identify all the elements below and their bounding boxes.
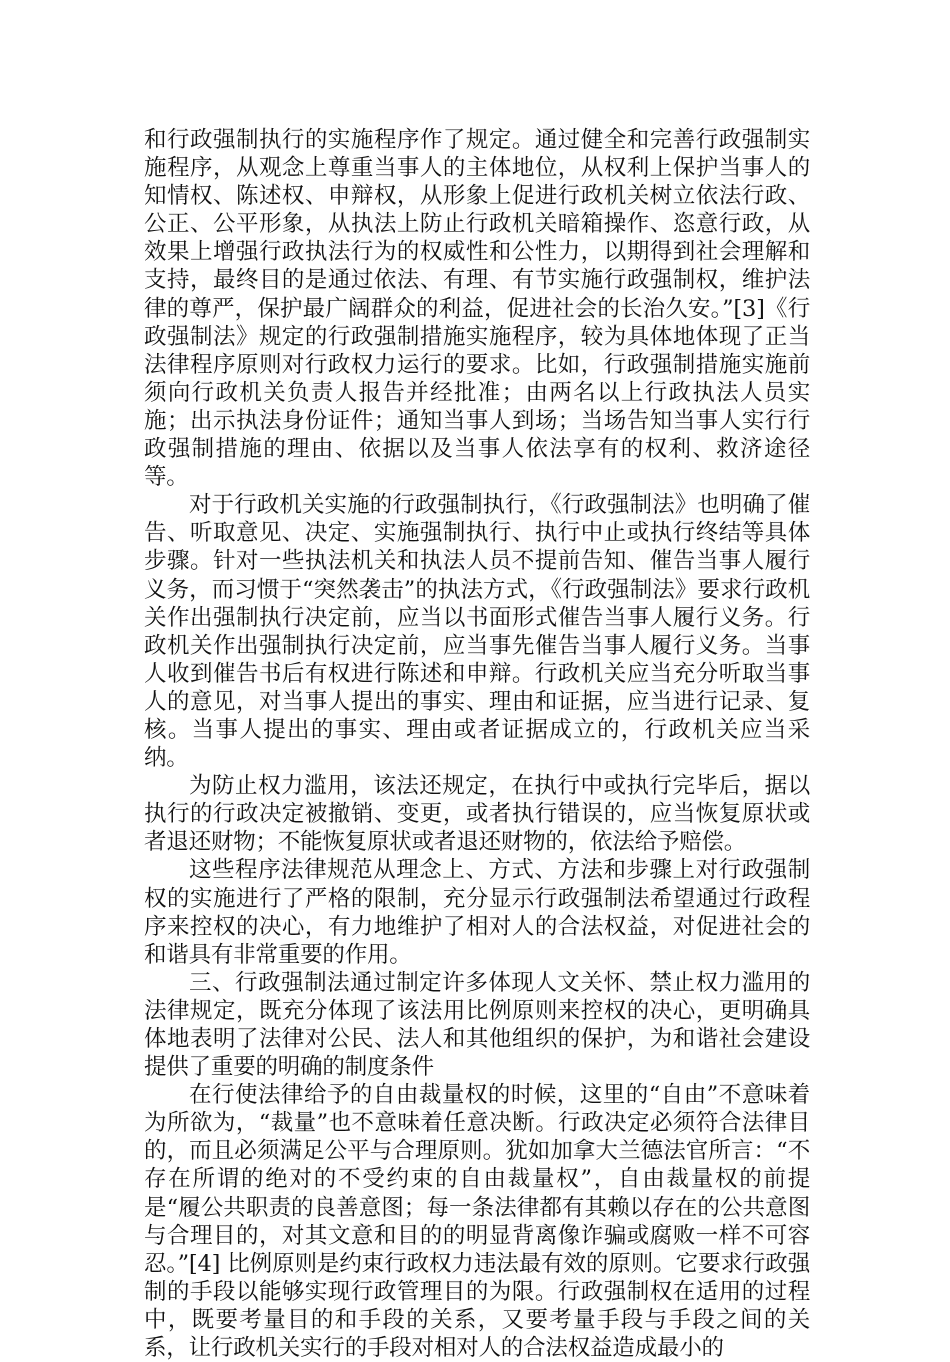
paragraph-3: 为防止权力滥用，该法还规定，在执行中或执行完毕后，据以执行的行政决定被撤销、变更，或者执行错误的，应当恢复原状或者退还财物；不能恢复原状或者退还财物的，依法给予赔偿。 — [144, 773, 810, 856]
document-body — [144, 126, 810, 1362]
paragraph-5: 在行使法律给予的自由裁量权的时候，这里的“自由”不意味着为所欲为，“裁量”也不意味着任意决断。行政决定必须符合法律目的，而且必须满足公平与合理原则。犹如加拿大兰德法官所言：“不存在所谓的绝对的不受约束的自由裁量权”，自由裁量权的前提是“履公共职责的良善意图；每一条法律都有其赖以存在的公共意图与合理目的，对其文意和目的的明显背离像诈骗或腐败一样不可容忍。”[4] 比例原则是约束行政权力违法最有效的原则。它要求行政强制的手段以能够实现行政管理目的为限。行政强制权在适用的过程中，既要考量目的和手段的关系，又要考量手段与手段之间的关系，让行政机关实行的手段对相对人的合法权益造成最小的 — [144, 1082, 810, 1362]
paragraph-1: 和行政强制执行的实施程序作了规定。通过健全和完善行政强制实施程序，从观念上尊重当事人的主体地位，从权利上保护当事人的知情权、陈述权、申辩权，从形象上促进行政机关树立依法行政、公正、公平形象，从执法上防止行政机关暗箱操作、恣意行政，从效果上增强行政执法行为的权威性和公性力，以期得到社会理解和支持，最终目的是通过依法、有理、有节实施行政强制权，维护法律的尊严，保护最广阔群众的利益，促进社会的长治久安。”[3]《行政强制法》规定的行政强制措施实施程序，较为具体地体现了正当法律程序原则对行政权力运行的要求。比如，行政强制措施实施前须向行政机关负责人报告并经批准；由两名以上行政执法人员实施；出示执法身份证件；通知当事人到场；当场告知当事人实行行政强制措施的理由、依据以及当事人依法享有的权利、救济途径等。 — [144, 127, 810, 491]
paragraph-2: 对于行政机关实施的行政强制执行，《行政强制法》也明确了催告、听取意见、决定、实施强制执行、执行中止或执行终结等具体步骤。针对一些执法机关和执法人员不提前告知、催告当事人履行义务，而习惯于“突然袭击”的执法方式，《行政强制法》要求行政机关作出强制执行决定前，应当以书面形式催告当事人履行义务。行政机关作出强制执行决定前，应当事先催告当事人履行义务。当事人收到催告书后有权进行陈述和申辩。行政机关应当充分听取当事人的意见，对当事人提出的事实、理由和证据，应当进行记录、复核。当事人提出的事实、理由或者证据成立的，行政机关应当采纳。 — [144, 492, 810, 772]
paragraph-4: 这些程序法律规范从理念上、方式、方法和步骤上对行政强制权的实施进行了严格的限制，充分显示行政强制法希望通过行政程序来控权的决心，有力地维护了相对人的合法权益，对促进社会的和谐具有非常重要的作用。 — [144, 857, 810, 968]
section-heading-3: 三、行政强制法通过制定许多体现人文关怀、禁止权力滥用的法律规定，既充分体现了该法用比例原则来控权的决心，更明确具体地表明了法律对公民、法人和其他组织的保护，为和谐社会建设提供了重要的明确的制度条件 — [144, 969, 810, 1081]
